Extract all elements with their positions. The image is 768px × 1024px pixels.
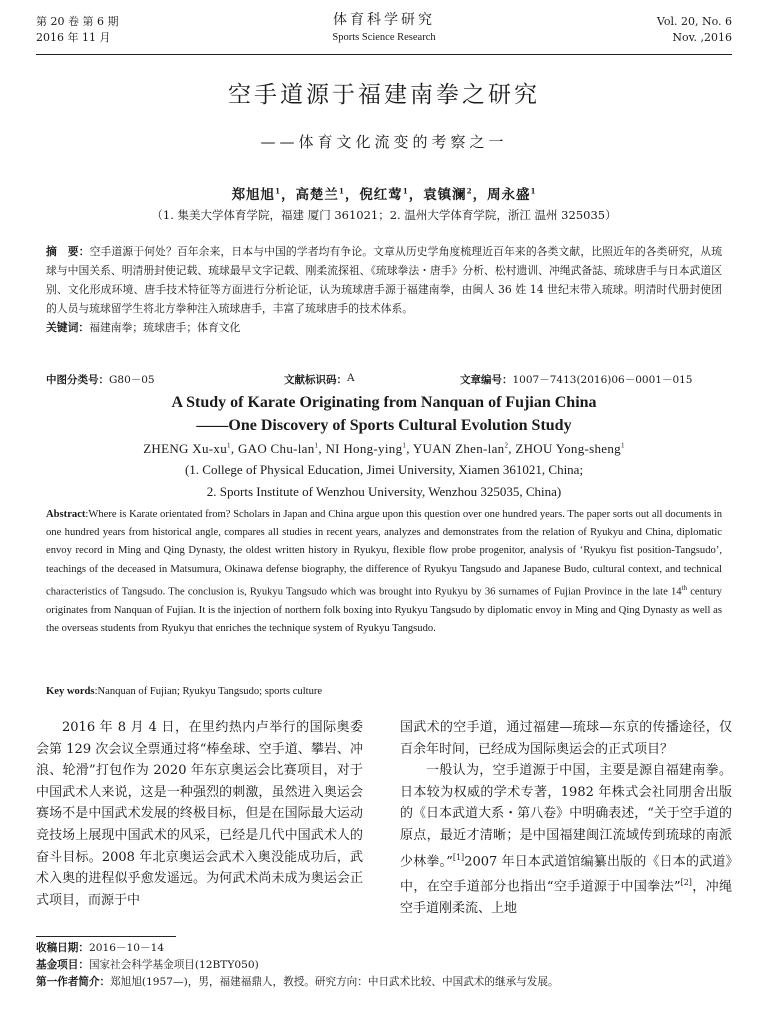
citation-ref-2: [2] bbox=[680, 878, 692, 888]
author-name: 周永盛 bbox=[487, 187, 531, 203]
author-affiliation-mark: 1 bbox=[620, 441, 625, 450]
abstract-cn bbox=[46, 242, 722, 337]
ordinal-suffix: th bbox=[681, 583, 688, 592]
article-label: 文章编号： bbox=[460, 374, 513, 386]
affiliation-en-2: 2. Sports Institute of Wenzhou University, Wenzhou 325035, China) bbox=[206, 484, 562, 499]
paper-title-en: A Study of Karate Originating from Nanquan of Fujian China bbox=[171, 394, 597, 411]
footnote-fund bbox=[36, 957, 732, 974]
clc-number bbox=[46, 372, 155, 387]
author-name-en: ZHOU Yong-sheng bbox=[515, 441, 621, 456]
abstract-en-text: :Where is Karate orientated from? Scholars in Japan and China argue upon this question over one hundred years. The paper sorts out all documents in one hundred years from historical angle, compares all studies in recent years, analyzes and demonstrates from the relation of Ryukyu and China, diplomatic envoy record in Ming and Qing Dynasty, the oldest written history in Ryukyu, flexible flow probe progenitor, analysis of ‘Ryukyu fist position-Tangsudo’, teachings of the deceased in Matsumura, Okinawa defense biography, the difference of Ryukyu Tangsudo and Japanese Budo, cultural context, and technical characteristics of Tangsudo. The conclusion is, Ryukyu Tangsudo which was brought into Ryukyu by 36 surnames of Fujian Province in the late 14 bbox=[46, 509, 722, 598]
received-date: 2016－10－14 bbox=[88, 942, 165, 954]
body-text: 一般认为，空手道源于中国，主要是源自福建南拳。日本较为权威的学术专著，1982 年株式会社同朋舍出版的《日本武道大系・第八卷》中明确表述，“关于空手道的原点，最近才清晰；是中国福建闽江流域传到琉球的南派少林拳。” bbox=[400, 763, 732, 869]
author-bio-label: 第一作者简介： bbox=[36, 976, 111, 988]
author-name: 袁镇澜 bbox=[423, 187, 467, 203]
paper-title-cn: 空手道源于福建南拳之研究 bbox=[228, 82, 540, 108]
body-paragraph-continued: 国武术的空手道，通过福建—琉球—东京的传播途径，仅百余年时间，已经成为国际奥运会的正式项目？ bbox=[400, 720, 732, 757]
author-bio: 郑旭旭(1957—)，男，福建福鼎人，教授。研究方向：中日武术比较、中国武术的继承与发展。 bbox=[110, 976, 559, 988]
footnote-author bbox=[36, 974, 732, 991]
body-text: ，冲绳空手道刚柔流、上地 bbox=[400, 879, 732, 917]
doc-value: A bbox=[347, 372, 355, 384]
date-cn: 2016 年 11 月 bbox=[36, 31, 111, 44]
body-text: 2007 年日本武道馆编纂出版的《日本的武道》中，在空手道部分也指出“空手道源于中国拳法” bbox=[400, 853, 732, 895]
paper-subtitle-en: ——One Discovery of Sports Cultural Evolution Study bbox=[196, 417, 572, 434]
header-center bbox=[36, 10, 732, 46]
keywords-en-label: Key words bbox=[46, 686, 95, 697]
author-name-en: NI Hong-ying bbox=[325, 441, 403, 456]
author-affiliation-mark: 1 bbox=[227, 441, 231, 450]
abstract-en-label: Abstract bbox=[46, 509, 86, 520]
article-value: 1007－7413(2016)06－0001－015 bbox=[512, 374, 693, 386]
citation-ref-1: [1] bbox=[452, 852, 465, 862]
document-code bbox=[284, 372, 355, 387]
author-name-en: YUAN Zhen-lan bbox=[412, 441, 505, 456]
journal-name-cn: 体育科学研究 bbox=[333, 12, 435, 28]
journal-name-en: Sports Science Research bbox=[332, 32, 436, 43]
running-header bbox=[36, 10, 732, 54]
abstract-en-text-cont: century originates from Nanquan of Fujian. It is the injection of northern folk boxing into Ryukyu Tangsudo by diplomatic envoy in Ming and Qing Dynasty as well as the overseas students from Ryukyu that enriches the technique system of Ryukyu Tangsudo. bbox=[46, 586, 722, 634]
volume-cn: 第 20 卷 第 6 期 bbox=[36, 15, 119, 28]
author-name-en: GAO Chu-lan bbox=[237, 441, 315, 456]
author-name: 倪红莺 bbox=[359, 187, 403, 203]
body-column-left bbox=[36, 717, 363, 911]
author-affiliation-mark: 2 bbox=[466, 186, 473, 196]
classification-row bbox=[46, 372, 722, 388]
body-paragraph bbox=[400, 760, 732, 920]
footnote-received bbox=[36, 940, 732, 957]
clc-label: 中图分类号： bbox=[46, 374, 109, 386]
abstract-cn-text: 空手道源于何处？百年余来，日本与中国的学者均有争论。文章从历史学角度梳理近百年来的各类文献，比照近年的各类研究，从琉球与中国关系、明清册封使记载、琉球最早文字记载、刚柔流探祖、《琉球拳法・唐手》分析、松村遗训、冲绳武备誌、琉球唐手与日本武道区别、文化形成环境、唐手技术特征等方面进行分析论证，认为琉球唐手源于福建南拳，由闽人 36 姓 14 世纪末带入琉球。明清时代册封使团的人员与琉球留学生将北方拳种注入琉球唐手，丰富了琉球唐手的技术体系。 bbox=[46, 245, 722, 315]
affiliation-en-1: (1. College of Physical Education, Jimei University, Xiamen 361021, China; bbox=[184, 462, 584, 477]
header-divider bbox=[36, 54, 732, 55]
paper-subtitle-cn: ——体育文化流变的考察之一 bbox=[260, 133, 508, 151]
authors-en: ZHENG $Xu-xu^1$, GAO Chu-lan$^1$, NI Hong-ying$^1$, YUAN Zhen-lan$^2$, ZHOU Yong-sheng$^1$ bbox=[143, 441, 625, 456]
clc-value: G80－05 bbox=[109, 374, 155, 386]
affiliation-cn: （1. 集美大学体育学院，福建 厦门 361021；2. 温州大学体育学院，浙江 温州 325035） bbox=[151, 208, 617, 222]
header-right bbox=[657, 14, 732, 46]
abstract-en bbox=[46, 506, 722, 638]
author-affiliation-mark: 1 bbox=[402, 441, 407, 450]
keywords-en bbox=[46, 686, 722, 697]
author-affiliation-mark: 1 bbox=[275, 186, 281, 196]
abstract-cn-label: 摘 要： bbox=[46, 245, 90, 258]
article-number bbox=[460, 372, 693, 387]
author-name: 高楚兰 bbox=[295, 187, 339, 203]
volume-en: Vol. 20, No. 6 bbox=[656, 15, 732, 28]
author-name-en: ZHENG Xu-xu bbox=[143, 441, 228, 456]
author-affiliation-mark: 1 bbox=[338, 186, 345, 196]
keywords-cn-text: 福建南拳；琉球唐手；体育文化 bbox=[89, 321, 241, 334]
author-affiliation-mark: 1 bbox=[402, 186, 409, 196]
date-en: Nov. ,2016 bbox=[672, 31, 732, 44]
received-label: 收稿日期： bbox=[36, 942, 89, 954]
author-name: 郑旭旭 bbox=[231, 187, 276, 203]
body-paragraph: 2016 年 8 月 4 日，在里约热内卢举行的国际奥委会第 129 次会议全票通过将“棒垒球、空手道、攀岩、冲浪、轮滑”打包作为 2020 年东京奥运会比赛项目，对于中国武术人来说，这是一种强烈的刺激，虽然进入奥运会赛场不是中国武术发展的终极目标，但是在国际最大运动竞技场上展现中国武术的风采，已经是几代中国武术人的奋斗目标。2008 年北京奥运会武术入奥没能成功后，武术入奥的进程似乎愈发遥远。为何武术尚未成为奥运会正式项目，而源于中 bbox=[36, 720, 363, 908]
author-affiliation-mark: 1 bbox=[530, 186, 537, 196]
fund-value: 国家社会科学基金项目(12BTY050) bbox=[88, 959, 259, 971]
fund-label: 基金项目： bbox=[36, 959, 89, 971]
authors-cn: 郑旭旭$^1$，高楚兰$^1$，倪红莺$^1$，袁镇澜$^2$，周永盛$^1$ bbox=[231, 186, 537, 203]
footnote-divider bbox=[36, 936, 176, 937]
keywords-en-text: :Nanquan of Fujian; Ryukyu Tangsudo; sports culture bbox=[94, 686, 323, 697]
body-column-right bbox=[400, 717, 732, 920]
doc-label: 文献标识码： bbox=[284, 374, 347, 386]
footnote bbox=[36, 940, 732, 991]
author-affiliation-mark: 1 bbox=[314, 441, 319, 450]
keywords-cn-label: 关键词： bbox=[46, 321, 90, 334]
author-affiliation-mark: 2 bbox=[504, 441, 509, 450]
